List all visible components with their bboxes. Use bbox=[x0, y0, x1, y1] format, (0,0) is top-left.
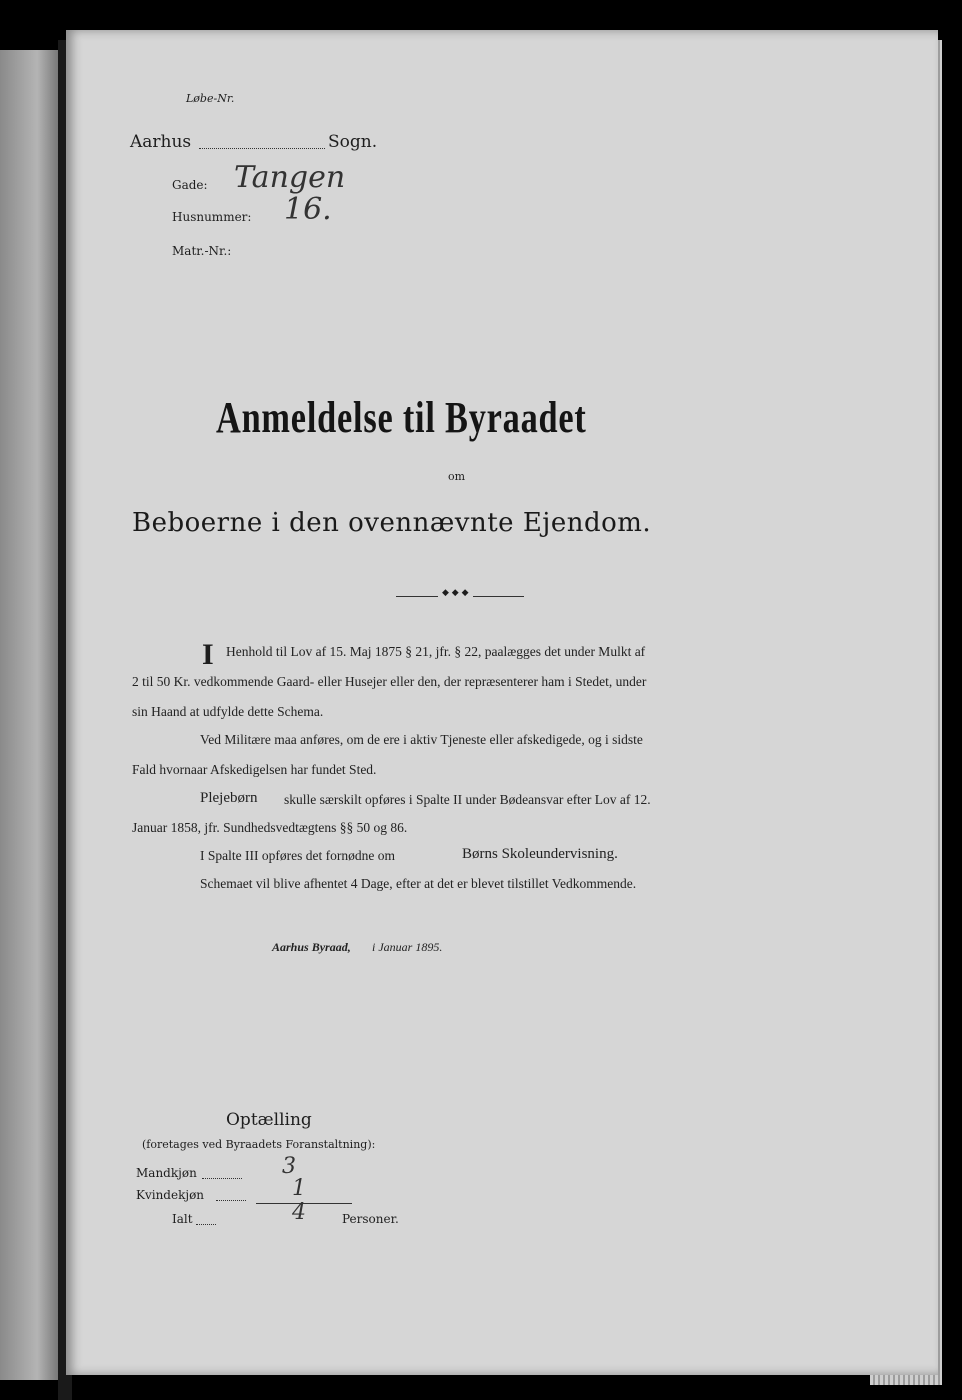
left-page-edge bbox=[0, 50, 62, 1380]
paragraph-2-line-2: Fald hvornaar Afskedigelsen har fundet Sted. bbox=[132, 762, 377, 777]
paragraph-3-line-2: Januar 1858, jfr. Sundhedsvedtægtens §§ 50 og 86. bbox=[132, 820, 408, 835]
female-dotted-line bbox=[216, 1200, 246, 1201]
paragraph-4-lead: I Spalte III opføres det fornødne om bbox=[200, 848, 395, 863]
document-title: Anmeldelse til Byraadet bbox=[216, 393, 587, 442]
total-label: Ialt bbox=[172, 1212, 193, 1226]
husnummer-label: Husnummer: bbox=[172, 210, 252, 224]
paragraph-2-line-1: Ved Militære maa anføres, om de ere i aktiv Tjeneste eller afskedigede, og i sidste bbox=[200, 732, 643, 747]
persons-label: Personer. bbox=[342, 1212, 399, 1226]
paragraph-4-emphasis: Børns Skoleundervisning. bbox=[462, 846, 618, 862]
signature-org: Aarhus Byraad, bbox=[272, 940, 351, 954]
total-count-value[interactable]: 4 bbox=[292, 1200, 306, 1225]
sogn-dotted-line bbox=[199, 148, 325, 149]
signature-date: i Januar 1895. bbox=[372, 940, 443, 954]
om-word: om bbox=[448, 470, 466, 483]
paragraph-3-lead: Plejebørn bbox=[200, 790, 258, 806]
gade-label: Gade: bbox=[172, 178, 208, 192]
paragraph-1-line-1: Henhold til Lov af 15. Maj 1875 § 21, jfr. § 22, paalægges det under Mulkt af bbox=[226, 644, 646, 659]
paragraph-5: Schemaet vil blive afhentet 4 Dage, efter at det er blevet tilstillet Vedkommende. bbox=[200, 876, 637, 891]
husnummer-handwritten-value[interactable]: 16. bbox=[284, 192, 332, 227]
paragraph-1-line-3: sin Haand at udfylde dette Schema. bbox=[132, 704, 324, 719]
male-dotted-line bbox=[202, 1178, 242, 1179]
city-label: Aarhus bbox=[130, 132, 192, 152]
female-label: Kvindekjøn bbox=[136, 1188, 205, 1202]
paragraph-1-line-2: 2 til 50 Kr. vedkommende Gaard- eller Husejer eller den, der repræsenterer ham i Stedet, under bbox=[132, 674, 647, 689]
female-count-value[interactable]: 1 bbox=[292, 1176, 306, 1201]
document-page bbox=[66, 30, 938, 1375]
lobe-nr-label: Løbe-Nr. bbox=[186, 92, 235, 105]
gade-handwritten-value[interactable]: Tangen bbox=[234, 160, 346, 195]
document-subtitle: Beboerne i den ovennævnte Ejendom. bbox=[132, 508, 652, 538]
total-dotted-line bbox=[196, 1224, 216, 1225]
matr-nr-label: Matr.-Nr.: bbox=[172, 244, 232, 258]
drop-cap: I bbox=[202, 638, 214, 671]
count-note: (foretages ved Byraadets Foranstaltning): bbox=[142, 1138, 376, 1151]
male-label: Mandkjøn bbox=[136, 1166, 197, 1180]
sogn-label: Sogn. bbox=[328, 132, 378, 152]
paragraph-3-line-1: skulle særskilt opføres i Spalte II under Bødeansvar efter Lov af 12. bbox=[284, 792, 651, 807]
count-heading: Optælling bbox=[226, 1110, 312, 1130]
male-count-value[interactable]: 3 bbox=[282, 1154, 296, 1179]
ornament-diamonds: ◆ ◆ ◆ bbox=[438, 588, 473, 598]
